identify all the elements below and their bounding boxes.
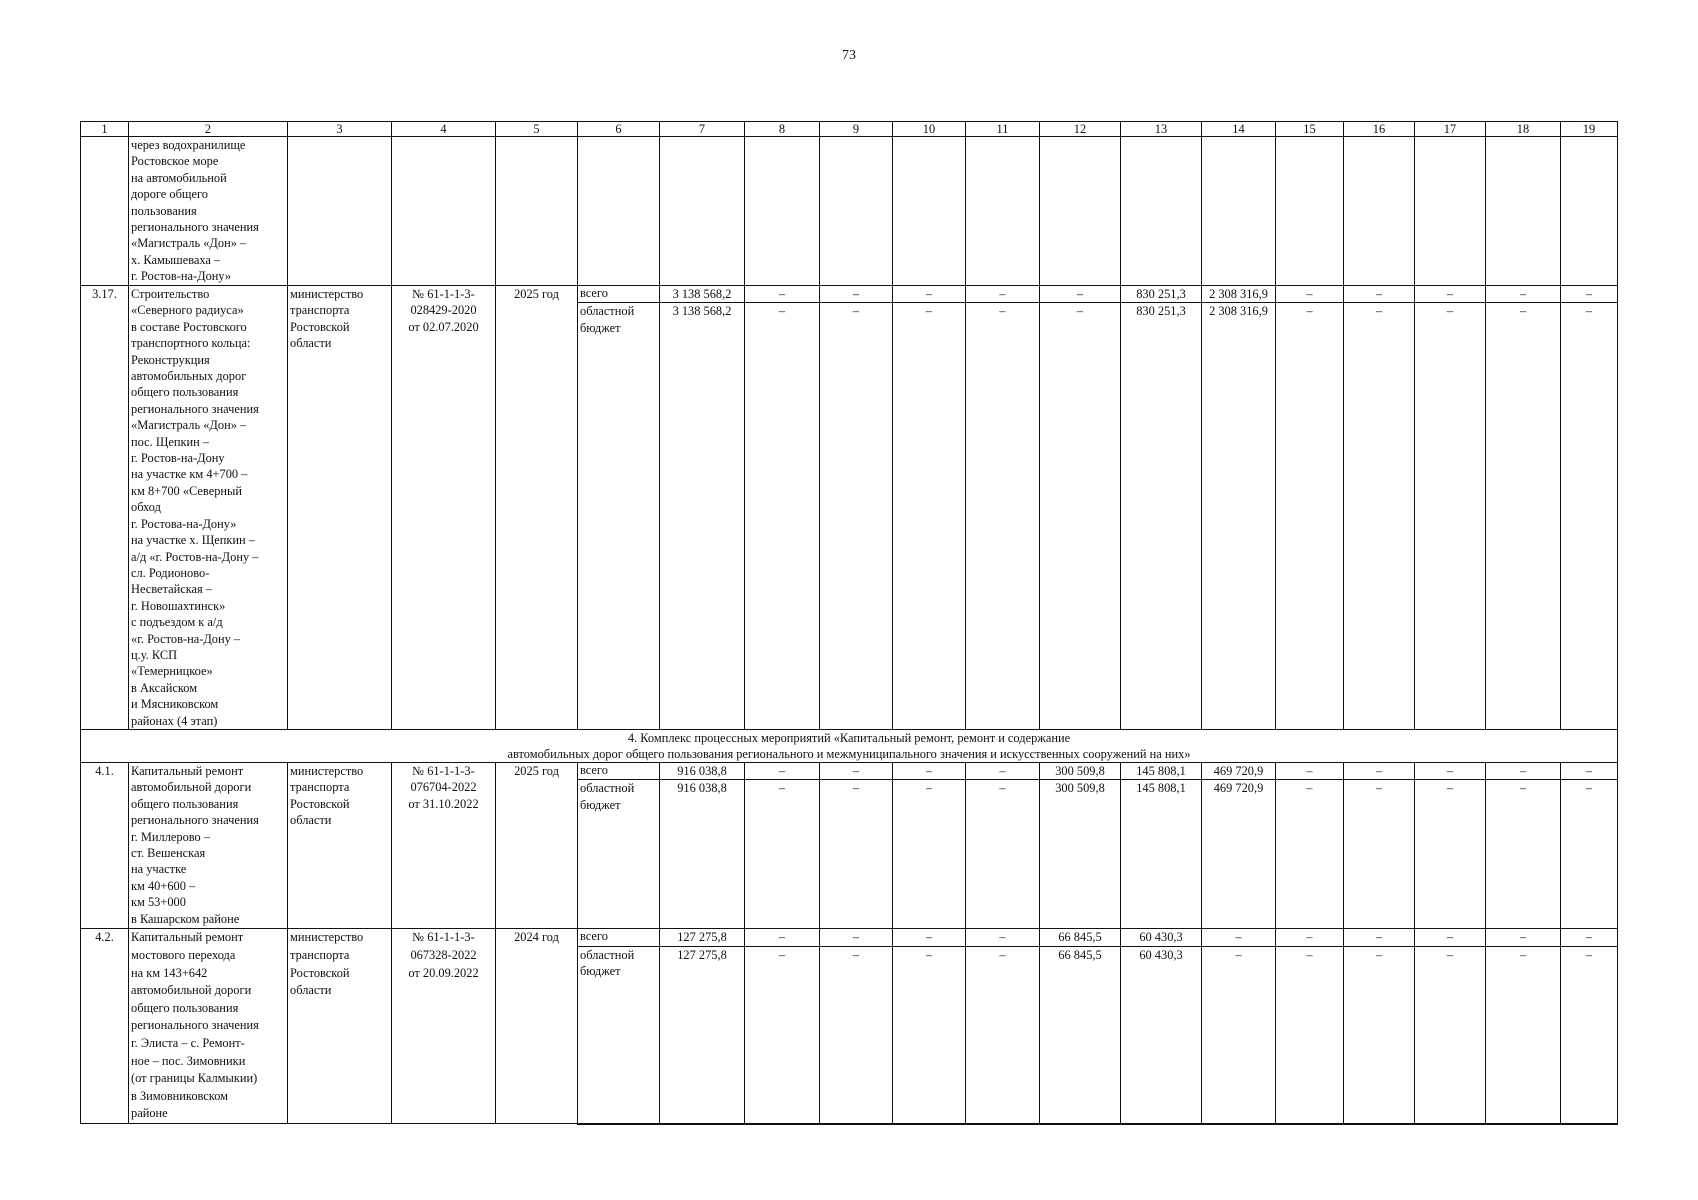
row-number: 3.17. — [81, 286, 129, 730]
col-header: 3 — [288, 122, 392, 137]
table-row — [81, 286, 1618, 303]
funding-source: всего — [578, 286, 660, 303]
value-cell: – — [1486, 303, 1561, 730]
value-cell: – — [893, 286, 966, 303]
value-cell: 66 845,5 — [1040, 946, 1121, 1124]
responsible-org: министерство транспорта Ростовской области — [288, 929, 392, 1124]
col-header: 10 — [893, 122, 966, 137]
value-cell: – — [745, 762, 820, 779]
value-cell: 127 275,8 — [660, 929, 745, 946]
value-cell: 66 845,5 — [1040, 929, 1121, 946]
col-header: 2 — [129, 122, 288, 137]
value-cell: – — [745, 780, 820, 929]
funding-source: областной бюджет — [578, 946, 660, 1124]
value-cell: 60 430,3 — [1121, 929, 1202, 946]
col-header: 18 — [1486, 122, 1561, 137]
value-cell: – — [1202, 929, 1276, 946]
value-cell: – — [1276, 929, 1344, 946]
value-cell: – — [966, 946, 1040, 1124]
value-cell: – — [1486, 286, 1561, 303]
expertise-doc: № 61-1-1-3- 028429-2020 от 02.07.2020 — [392, 286, 496, 730]
value-cell: – — [745, 303, 820, 730]
table-row-continuation — [81, 137, 1618, 286]
value-cell: – — [1344, 762, 1415, 779]
value-cell: – — [1561, 303, 1618, 730]
value-cell: – — [1344, 286, 1415, 303]
value-cell: – — [820, 303, 893, 730]
value-cell: – — [1040, 286, 1121, 303]
value-cell: – — [1344, 929, 1415, 946]
value-cell: 60 430,3 — [1121, 946, 1202, 1124]
value-cell: – — [1561, 762, 1618, 779]
column-number-header — [81, 122, 1618, 137]
value-cell: – — [1486, 780, 1561, 929]
completion-year: 2024 год — [496, 929, 578, 1124]
value-cell: – — [820, 762, 893, 779]
value-cell: – — [820, 286, 893, 303]
col-header: 1 — [81, 122, 129, 137]
value-cell: – — [1561, 780, 1618, 929]
col-header: 16 — [1344, 122, 1415, 137]
value-cell: 145 808,1 — [1121, 780, 1202, 929]
col-header: 7 — [660, 122, 745, 137]
responsible-org: министерство транспорта Ростовской области — [288, 762, 392, 928]
value-cell: – — [1561, 286, 1618, 303]
value-cell: 2 308 316,9 — [1202, 303, 1276, 730]
value-cell: 469 720,9 — [1202, 780, 1276, 929]
page-number: 73 — [842, 48, 856, 63]
value-cell: – — [1276, 780, 1344, 929]
value-cell: – — [1486, 762, 1561, 779]
value-cell: – — [745, 946, 820, 1124]
row-number: 4.1. — [81, 762, 129, 928]
col-header: 6 — [578, 122, 660, 137]
object-name: Строительство «Северного радиуса» в составе Ростовского транспортного кольца: Реконструкция автомобильных дорог общего пользования регионального значения «Магистраль «Дон» – пос. Щепкин – г. Ростов-на-Дону на участке км 4+700 – км 8+700 «Северный обход г. Ростова-на-Дону» на участке х. Щепкин – а/д «г. Ростов-на-Дону – сл. Родионово- Несветайская – г. Новошахтинск» с подъездом к а/д «г. Ростов-на-Дону – ц.у. КСП «Темерницкое» в Аксайском и Мясниковском районах (4 этап) — [129, 286, 288, 730]
value-cell: – — [893, 946, 966, 1124]
value-cell: – — [1486, 946, 1561, 1124]
value-cell: – — [1415, 303, 1486, 730]
value-cell: – — [1415, 286, 1486, 303]
value-cell: 916 038,8 — [660, 762, 745, 779]
responsible-org: министерство транспорта Ростовской области — [288, 286, 392, 730]
value-cell: – — [820, 946, 893, 1124]
col-header: 17 — [1415, 122, 1486, 137]
object-name: Капитальный ремонт мостового перехода на км 143+642 автомобильной дороги общего пользования регионального значения г. Элиста – с. Ремонт- ное – пос. Зимовники (от границы Калмыкии) в Зимовниковском районе — [129, 929, 288, 1124]
section-heading-row — [81, 729, 1618, 762]
col-header: 8 — [745, 122, 820, 137]
value-cell: – — [966, 303, 1040, 730]
value-cell: 300 509,8 — [1040, 762, 1121, 779]
completion-year: 2025 год — [496, 286, 578, 730]
table-row — [81, 929, 1618, 946]
value-cell: 145 808,1 — [1121, 762, 1202, 779]
col-header: 9 — [820, 122, 893, 137]
value-cell: – — [893, 762, 966, 779]
value-cell: – — [966, 762, 1040, 779]
value-cell: 300 509,8 — [1040, 780, 1121, 929]
value-cell: – — [1415, 929, 1486, 946]
value-cell: – — [820, 780, 893, 929]
value-cell: – — [966, 780, 1040, 929]
section-heading — [81, 729, 1618, 762]
section-heading-line2: автомобильных дорог общего пользования регионального и межмуниципального значения и искусственных сооружений на них» — [507, 746, 1191, 761]
funding-source: всего — [578, 762, 660, 779]
completion-year: 2025 год — [496, 762, 578, 928]
value-cell: 916 038,8 — [660, 780, 745, 929]
value-cell: – — [1561, 946, 1618, 1124]
value-cell: – — [1040, 303, 1121, 730]
row-number: 4.2. — [81, 929, 129, 1124]
value-cell: – — [1415, 780, 1486, 929]
value-cell: – — [1276, 303, 1344, 730]
value-cell: 830 251,3 — [1121, 286, 1202, 303]
object-name: через водохранилище Ростовское море на автомобильной дороге общего пользования регионального значения «Магистраль «Дон» – х. Камышеваха – г. Ростов-на-Дону» — [129, 137, 288, 286]
value-cell: – — [1415, 762, 1486, 779]
col-header: 11 — [966, 122, 1040, 137]
table-row — [81, 762, 1618, 779]
value-cell: 2 308 316,9 — [1202, 286, 1276, 303]
col-header: 19 — [1561, 122, 1618, 137]
funding-source: всего — [578, 929, 660, 946]
col-header: 15 — [1276, 122, 1344, 137]
col-header: 14 — [1202, 122, 1276, 137]
col-header: 5 — [496, 122, 578, 137]
value-cell: – — [745, 929, 820, 946]
col-header: 12 — [1040, 122, 1121, 137]
value-cell: – — [1276, 286, 1344, 303]
value-cell: – — [966, 929, 1040, 946]
value-cell: – — [1561, 929, 1618, 946]
value-cell: – — [1344, 780, 1415, 929]
funding-source: областной бюджет — [578, 780, 660, 929]
value-cell: – — [1486, 929, 1561, 946]
value-cell: – — [893, 303, 966, 730]
object-name: Капитальный ремонт автомобильной дороги общего пользования регионального значения г. Миллерово – ст. Вешенская на участке км 40+600 – км 53+000 в Кашарском районе — [129, 762, 288, 928]
expertise-doc: № 61-1-1-3- 067328-2022 от 20.09.2022 — [392, 929, 496, 1124]
funding-source: областной бюджет — [578, 303, 660, 730]
value-cell: – — [1276, 946, 1344, 1124]
value-cell: – — [1415, 946, 1486, 1124]
section-heading-line1: 4. Комплекс процессных мероприятий «Капитальный ремонт, ремонт и содержание — [627, 730, 1071, 745]
value-cell: – — [893, 780, 966, 929]
col-header: 4 — [392, 122, 496, 137]
value-cell: – — [1202, 946, 1276, 1124]
value-cell: – — [820, 929, 893, 946]
value-cell: – — [745, 286, 820, 303]
value-cell: 469 720,9 — [1202, 762, 1276, 779]
value-cell: – — [1276, 762, 1344, 779]
expertise-doc: № 61-1-1-3- 076704-2022 от 31.10.2022 — [392, 762, 496, 928]
value-cell: 830 251,3 — [1121, 303, 1202, 730]
program-table — [80, 121, 1618, 1125]
value-cell: – — [1344, 303, 1415, 730]
col-header: 13 — [1121, 122, 1202, 137]
value-cell: – — [966, 286, 1040, 303]
value-cell: 127 275,8 — [660, 946, 745, 1124]
value-cell: 3 138 568,2 — [660, 286, 745, 303]
value-cell: – — [1344, 946, 1415, 1124]
value-cell: – — [893, 929, 966, 946]
value-cell: 3 138 568,2 — [660, 303, 745, 730]
